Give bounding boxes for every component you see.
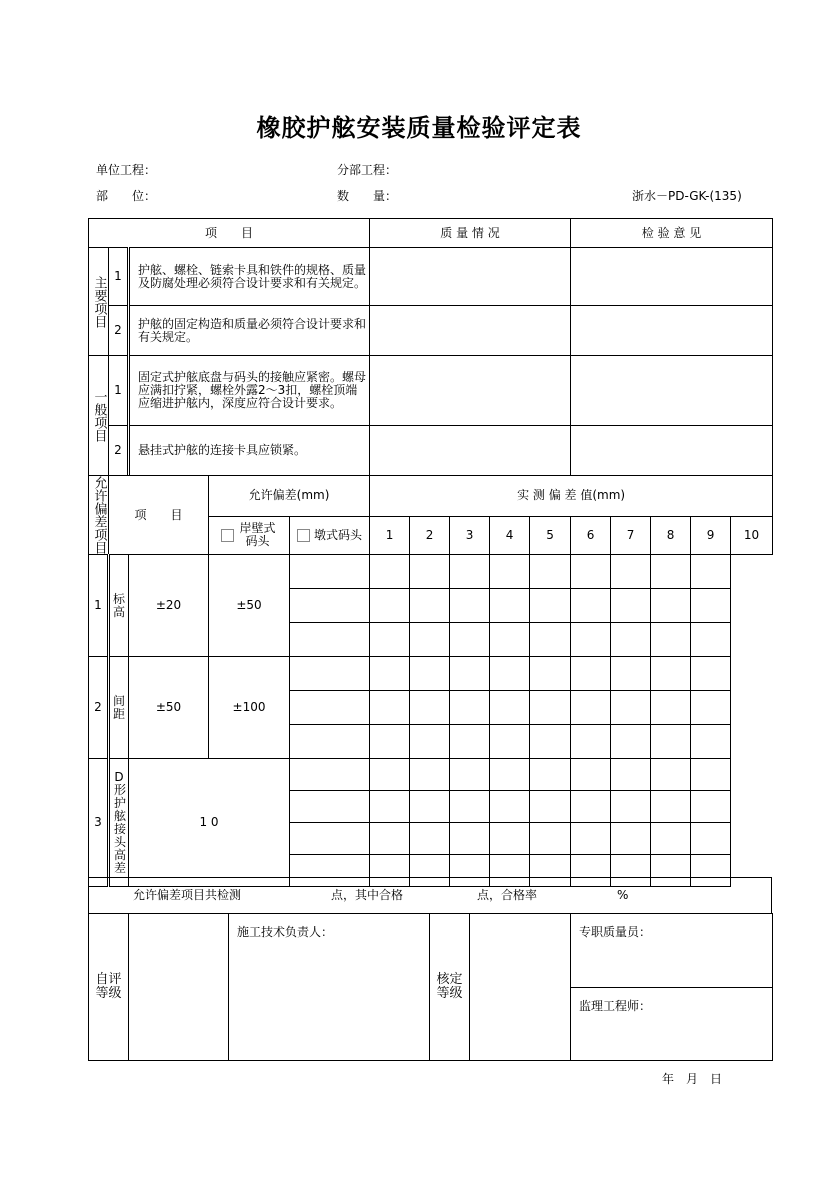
measure-cell[interactable]: [290, 725, 370, 759]
supervisor-label: 监理工程师：: [579, 999, 652, 1013]
measure-cell[interactable]: [611, 589, 651, 623]
measure-row: [89, 657, 773, 691]
measure-cell[interactable]: [611, 759, 651, 791]
measure-cell[interactable]: [370, 823, 410, 855]
measured-header: 实 测 偏 差 值(mm): [370, 476, 773, 517]
measure-cell[interactable]: [530, 623, 571, 657]
quality-officer-cell[interactable]: [571, 914, 773, 988]
measure-cell[interactable]: [691, 691, 731, 725]
measure-cell[interactable]: [410, 791, 450, 823]
unit-project-label: 单位工程：: [96, 163, 157, 177]
measure-cell[interactable]: [651, 691, 691, 725]
main-items-label: 主要项目: [89, 248, 109, 356]
measure-cell[interactable]: [530, 759, 571, 791]
checkbox[interactable]: [221, 529, 234, 542]
measure-cell[interactable]: [450, 823, 490, 855]
form-code: 浙水－PD-GK-(135): [632, 189, 742, 203]
measure-col-header: 10: [731, 516, 773, 554]
summary-row: [89, 878, 772, 914]
measure-cell[interactable]: [691, 759, 731, 791]
quality-cell[interactable]: [370, 426, 571, 476]
item-no: 1: [109, 248, 129, 306]
item-no: 2: [109, 306, 129, 356]
deviation-table: [88, 475, 773, 887]
measure-col-header: 6: [571, 516, 611, 554]
measure-cell[interactable]: [290, 823, 370, 855]
measure-cell[interactable]: [370, 555, 410, 589]
item-text: 固定式护舷底盘与码头的接触应紧密。螺母应满扣拧紧，螺栓外露2～3扣，螺栓顶端应缩进护舷内，深度应符合设计要求。: [129, 356, 370, 426]
inspection-table: [88, 218, 773, 476]
type-quay-wall[interactable]: [209, 516, 290, 554]
measure-cell[interactable]: [651, 791, 691, 823]
dev-item-header: 项 目: [109, 476, 209, 555]
general-items-label: 一般项目: [89, 356, 109, 476]
measure-col-header: 4: [490, 516, 530, 554]
item-no: 1: [89, 555, 109, 657]
measure-col-header: 3: [450, 516, 490, 554]
measure-cell[interactable]: [571, 623, 611, 657]
measure-cell[interactable]: [490, 823, 530, 855]
type2-label: 墩式码头: [314, 527, 363, 542]
measure-cell[interactable]: [651, 555, 691, 589]
measure-cell[interactable]: [691, 555, 731, 589]
measure-cell[interactable]: [410, 657, 450, 691]
measure-cell[interactable]: [490, 691, 530, 725]
measure-cell[interactable]: [450, 691, 490, 725]
header-opinion: 检 验 意 见: [571, 219, 773, 248]
measure-cell[interactable]: [410, 589, 450, 623]
measure-col-header: 2: [410, 516, 450, 554]
quality-officer-label: 专职质量员：: [579, 925, 652, 939]
quality-cell[interactable]: [370, 356, 571, 426]
measure-cell[interactable]: [611, 657, 651, 691]
signature-table: [88, 913, 773, 1061]
item-no: 1: [109, 356, 129, 426]
check-grade-label: [430, 914, 470, 1061]
measure-cell[interactable]: [290, 555, 370, 589]
measure-cell[interactable]: [691, 791, 731, 823]
measure-col-header: 5: [530, 516, 571, 554]
page-title: 橡胶护舷安装质量检验评定表: [256, 114, 582, 142]
header-quality: 质 量 情 况: [370, 219, 571, 248]
measure-row: [89, 555, 773, 589]
item-text: 护舷、螺栓、链索卡具和铁件的规格、质量及防腐处理必须符合设计要求和有关规定。: [129, 248, 370, 306]
measure-cell[interactable]: [571, 589, 611, 623]
measure-row: [89, 759, 773, 791]
measure-cell[interactable]: [370, 691, 410, 725]
sub-project-label: 分部工程：: [337, 163, 398, 177]
header-item: 项 目: [89, 219, 370, 248]
deviation-label: 允许偏差项目: [89, 476, 109, 555]
summary-text: 点，其中合格: [331, 888, 404, 902]
measure-cell[interactable]: [611, 555, 651, 589]
type1-label: 岸壁式码头: [239, 521, 276, 549]
measure-cell[interactable]: [370, 725, 410, 759]
measure-cell[interactable]: [530, 589, 571, 623]
measure-cell[interactable]: [611, 691, 651, 725]
measure-cell[interactable]: [410, 691, 450, 725]
measure-cell[interactable]: [450, 589, 490, 623]
measure-cell[interactable]: [370, 759, 410, 791]
item-no: 2: [109, 426, 129, 476]
item-no: 3: [89, 759, 109, 887]
measure-cell[interactable]: [490, 623, 530, 657]
measure-cell[interactable]: [370, 623, 410, 657]
measure-cell[interactable]: [611, 791, 651, 823]
self-grade-text: 自评等级: [95, 972, 122, 1001]
measure-cell[interactable]: [410, 725, 450, 759]
opinion-cell[interactable]: [571, 426, 773, 476]
allow-value-pier: ±50: [209, 555, 290, 657]
measure-cell[interactable]: [290, 691, 370, 725]
measure-cell[interactable]: [290, 759, 370, 791]
measure-cell[interactable]: [450, 791, 490, 823]
opinion-cell[interactable]: [571, 248, 773, 306]
quantity-label: 数 量：: [337, 189, 398, 203]
measure-cell[interactable]: [651, 657, 691, 691]
item-name: 间 距: [109, 657, 129, 759]
measure-cell[interactable]: [651, 759, 691, 791]
measure-cell[interactable]: [651, 725, 691, 759]
measure-cell[interactable]: [651, 589, 691, 623]
measure-cell[interactable]: [691, 725, 731, 759]
measure-cell[interactable]: [290, 589, 370, 623]
self-grade-label: [89, 914, 129, 1061]
measure-cell[interactable]: [571, 791, 611, 823]
measure-cell[interactable]: [571, 691, 611, 725]
measure-cell[interactable]: [450, 759, 490, 791]
measure-cell[interactable]: [450, 657, 490, 691]
measure-cell[interactable]: [691, 823, 731, 855]
tech-lead-cell[interactable]: [229, 914, 430, 1061]
measure-cell[interactable]: [410, 555, 450, 589]
measure-col-header: 7: [611, 516, 651, 554]
measure-cell[interactable]: [290, 791, 370, 823]
item-text: 悬挂式护舷的连接卡具应锁紧。: [129, 426, 370, 476]
measure-cell[interactable]: [530, 691, 571, 725]
quality-cell[interactable]: [370, 248, 571, 306]
summary-text: 点，合格率: [477, 888, 538, 902]
measure-cell[interactable]: [490, 657, 530, 691]
measure-cell[interactable]: [290, 657, 370, 691]
allow-value-quay: ±50: [129, 657, 209, 759]
measure-cell[interactable]: [490, 759, 530, 791]
measure-cell[interactable]: [571, 725, 611, 759]
measure-cell[interactable]: [611, 623, 651, 657]
measure-cell[interactable]: [410, 759, 450, 791]
measure-col-header: 8: [651, 516, 691, 554]
item-text: 护舷的固定构造和质量必须符合设计要求和有关规定。: [129, 306, 370, 356]
measure-cell[interactable]: [490, 589, 530, 623]
summary-text: %: [617, 888, 629, 902]
measure-cell[interactable]: [450, 623, 490, 657]
measure-cell[interactable]: [571, 823, 611, 855]
measure-cell[interactable]: [490, 791, 530, 823]
check-grade-text: 核定等级: [436, 972, 463, 1001]
measure-cell[interactable]: [290, 623, 370, 657]
check-grade-cell[interactable]: [470, 914, 571, 1061]
item-name: D形护舷接头高差: [109, 759, 129, 887]
measure-cell[interactable]: [370, 589, 410, 623]
self-grade-cell[interactable]: [129, 914, 229, 1061]
allow-value: 1 0: [129, 759, 290, 887]
measure-cell[interactable]: [490, 555, 530, 589]
date-label: 年 月 日: [662, 1072, 723, 1086]
measure-cell[interactable]: [530, 823, 571, 855]
summary-text: 允许偏差项目共检测: [133, 888, 242, 902]
measure-cell[interactable]: [691, 623, 731, 657]
measure-cell[interactable]: [571, 759, 611, 791]
measure-cell[interactable]: [370, 791, 410, 823]
tech-lead-label: 施工技术负责人：: [237, 925, 334, 939]
measure-cell[interactable]: [651, 823, 691, 855]
quality-cell[interactable]: [370, 306, 571, 356]
allow-value-pier: ±100: [209, 657, 290, 759]
opinion-cell[interactable]: [571, 306, 773, 356]
allow-header: 允许偏差(mm): [209, 476, 370, 517]
item-name: 标 高: [109, 555, 129, 657]
measure-cell[interactable]: [530, 791, 571, 823]
allow-value-quay: ±20: [129, 555, 209, 657]
measure-cell[interactable]: [530, 657, 571, 691]
measure-cell[interactable]: [691, 657, 731, 691]
measure-cell[interactable]: [410, 623, 450, 657]
measure-cell[interactable]: [651, 623, 691, 657]
summary-table: [88, 877, 772, 914]
measure-cell[interactable]: [490, 725, 530, 759]
measure-cell[interactable]: [611, 823, 651, 855]
measure-cell[interactable]: [370, 657, 410, 691]
measure-cell[interactable]: [691, 589, 731, 623]
checkbox[interactable]: [297, 529, 310, 542]
measure-cell[interactable]: [410, 823, 450, 855]
item-no: 2: [89, 657, 109, 759]
measure-cell[interactable]: [450, 555, 490, 589]
supervisor-cell[interactable]: [571, 988, 773, 1061]
measure-cell[interactable]: [571, 555, 611, 589]
measure-col-header: 9: [691, 516, 731, 554]
measure-cell[interactable]: [450, 725, 490, 759]
measure-cell[interactable]: [611, 725, 651, 759]
position-label: 部 位：: [96, 189, 157, 203]
type-pier[interactable]: [290, 516, 370, 554]
measure-col-header: 1: [370, 516, 410, 554]
opinion-cell[interactable]: [571, 356, 773, 426]
measure-cell[interactable]: [571, 657, 611, 691]
measure-cell[interactable]: [530, 725, 571, 759]
measure-cell[interactable]: [530, 555, 571, 589]
